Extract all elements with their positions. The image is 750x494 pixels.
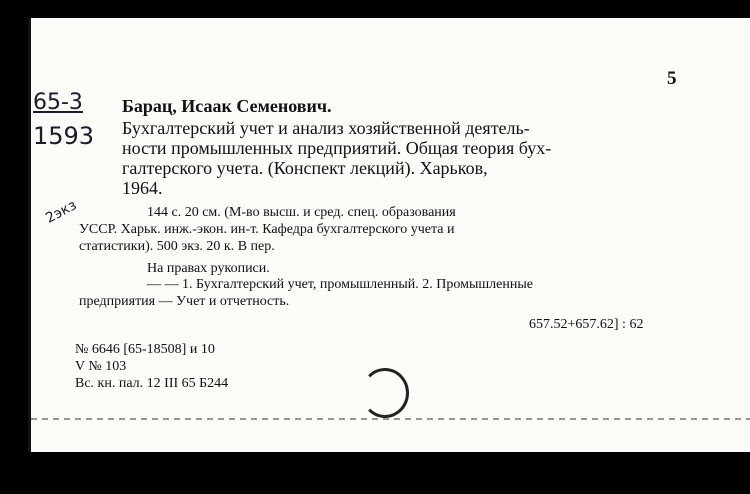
author-heading: Барац, Исаак Семенович. (122, 96, 332, 116)
subject-line: предприятия — Учет и отчетность. (79, 294, 290, 309)
handwritten-copies: 2экз (43, 197, 80, 227)
description-line: 144 с. 20 см. (М-во высш. и сред. спец. образования (147, 205, 456, 220)
title-line: галтерского учета. (Конспект лекций). Харьков, (122, 158, 488, 178)
handwritten-code: 65-3 (33, 90, 83, 115)
subject-line: — — 1. Бухгалтерский учет, промышленный. 2. Промышленные (147, 277, 533, 292)
registry-line: Вс. кн. пал. 12 III 65 Б244 (75, 376, 229, 391)
title-line: Бухгалтерский учет и анализ хозяйственной деятель- (122, 118, 530, 138)
registry-line: № 6646 [65-18508] и 10 (75, 342, 215, 357)
title-line: 1964. (122, 178, 163, 198)
scan-edge-line (31, 418, 750, 420)
registry-info (75, 341, 228, 392)
description-line: УССР. Харьк. инж.-экон. ин-т. Кафедра бухгалтерского учета и (79, 222, 455, 237)
classification-code: 657.52+657.62] : 62 (529, 317, 644, 332)
description-line: статистики). 500 экз. 20 к. В пер. (79, 239, 275, 254)
title-block (122, 118, 682, 198)
physical-description (79, 204, 456, 255)
circular-stamp (361, 368, 409, 418)
rights-note: На правах рукописи. (147, 261, 270, 276)
catalog-card (28, 18, 750, 452)
subject-headings (79, 276, 533, 310)
handwritten-number: 1593 (33, 122, 95, 150)
registry-line: V № 103 (75, 359, 127, 374)
title-line: ности промышленных предприятий. Общая теория бух- (122, 138, 552, 158)
page-number: 5 (667, 68, 677, 89)
